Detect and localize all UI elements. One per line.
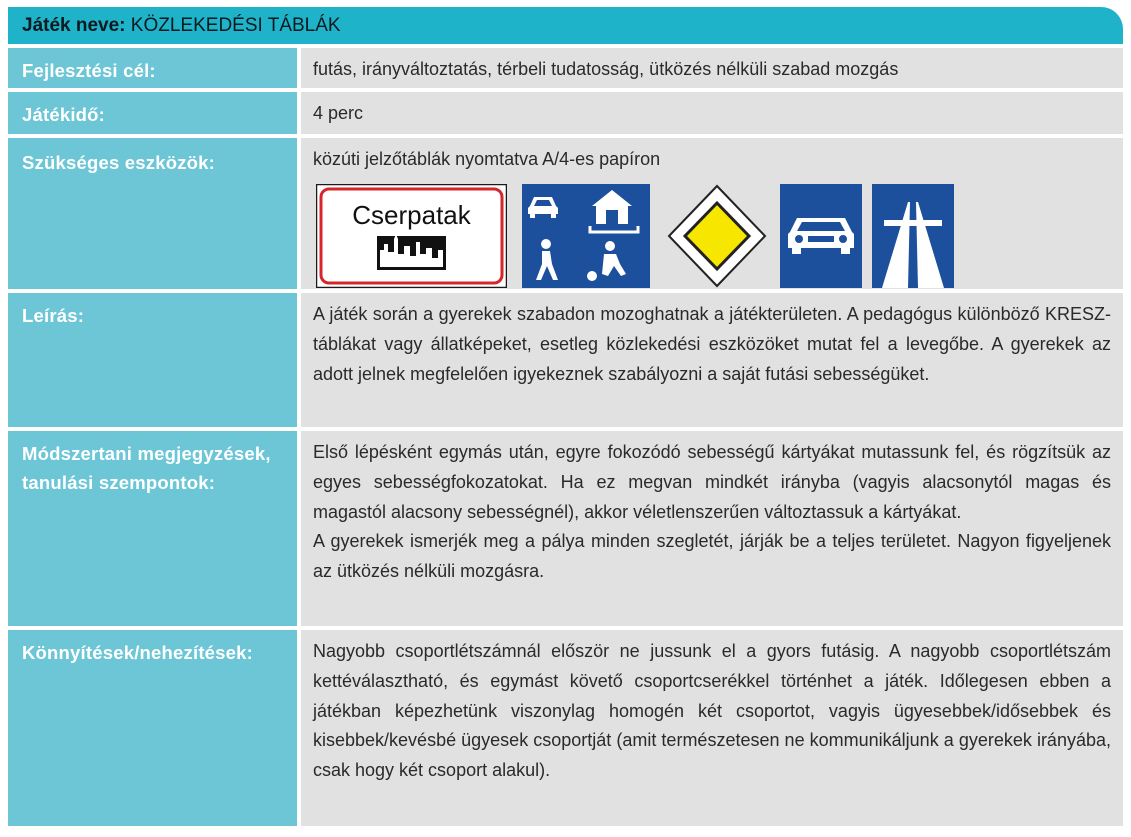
row-notes	[8, 431, 1123, 626]
notes-paragraph-1: Első lépésként egymás után, egyre fokozódó sebességű kártyákat mutassunk fel, és rögzítsük az egyes sebességfokozatokat. Ha ez megvan mindkét irányba (vagyis alacsonytól magas és magastól alacsony sebességnél), akkor véletlenszerűen változtassuk a kártyákat.	[313, 442, 1111, 522]
notes-paragraph-2: A gyerekek ismerjék meg a pálya minden szegletét, járják be a teljes területet. Nagyon figyeljenek az ütközés nélküli mozgásra.	[313, 531, 1111, 582]
row-variations	[8, 630, 1123, 826]
game-name-value: KÖZLEKEDÉSI TÁBLÁK	[130, 15, 341, 36]
tools-value: közúti jelzőtáblák nyomtatva A/4-es papíron	[313, 149, 661, 169]
motorway-sign	[872, 184, 954, 288]
variations-value: Nagyobb csoportlétszámnál először ne jussunk el a gyors futásig. A nagyobb csoportlétszám kettéválasztható, és egymást követő csoportcserékkel történhet a játék. Időlegesen ebben a játékban képezhetünk viszonylag homogén két csoportot, vagyis ügyesebbek/idősebbek és kisebbek/kevésbé ügyesek csoportját (amit természetesen ne kommunikáljunk a gyerekek irányába, csak hogy két csoport alakul).	[301, 630, 1123, 826]
tools-label: Szükséges eszközök:	[8, 138, 297, 289]
variations-label: Könnyítések/nehezítések:	[8, 630, 297, 826]
goal-value: futás, irányváltoztatás, térbeli tudatosság, ütközés nélküli szabad mozgás	[301, 48, 1123, 88]
row-description	[8, 293, 1123, 427]
priority-road-sign	[666, 184, 768, 288]
notes-label: Módszertani megjegyzések, tanulási szempontok:	[8, 431, 297, 626]
row-goal	[8, 48, 1123, 88]
game-title-bar	[8, 7, 1123, 44]
town-entry-sign	[316, 184, 507, 288]
description-label: Leírás:	[8, 293, 297, 427]
tools-cell	[301, 138, 1123, 289]
description-value: A játék során a gyerekek szabadon mozoghatnak a játékterületen. A pedagógus különböző KRESZ-táblákat vagy állatképeket, esetleg közlekedési eszközöket mutat fel a levegőbe. A gyerekek az adott jelnek megfelelően igyekeznek szabályozni a saját futási sebességüket.	[301, 293, 1123, 427]
goal-label: Fejlesztési cél:	[8, 48, 297, 88]
duration-label: Játékidő:	[8, 92, 297, 134]
row-duration	[8, 92, 1123, 134]
residential-zone-sign	[522, 184, 650, 288]
game-name-label: Játék neve:	[22, 15, 126, 36]
notes-cell	[301, 431, 1123, 626]
row-tools	[8, 138, 1123, 289]
motor-road-sign	[780, 184, 862, 288]
duration-value: 4 perc	[301, 92, 1123, 134]
town-name-text: Cserpatak	[352, 200, 471, 230]
